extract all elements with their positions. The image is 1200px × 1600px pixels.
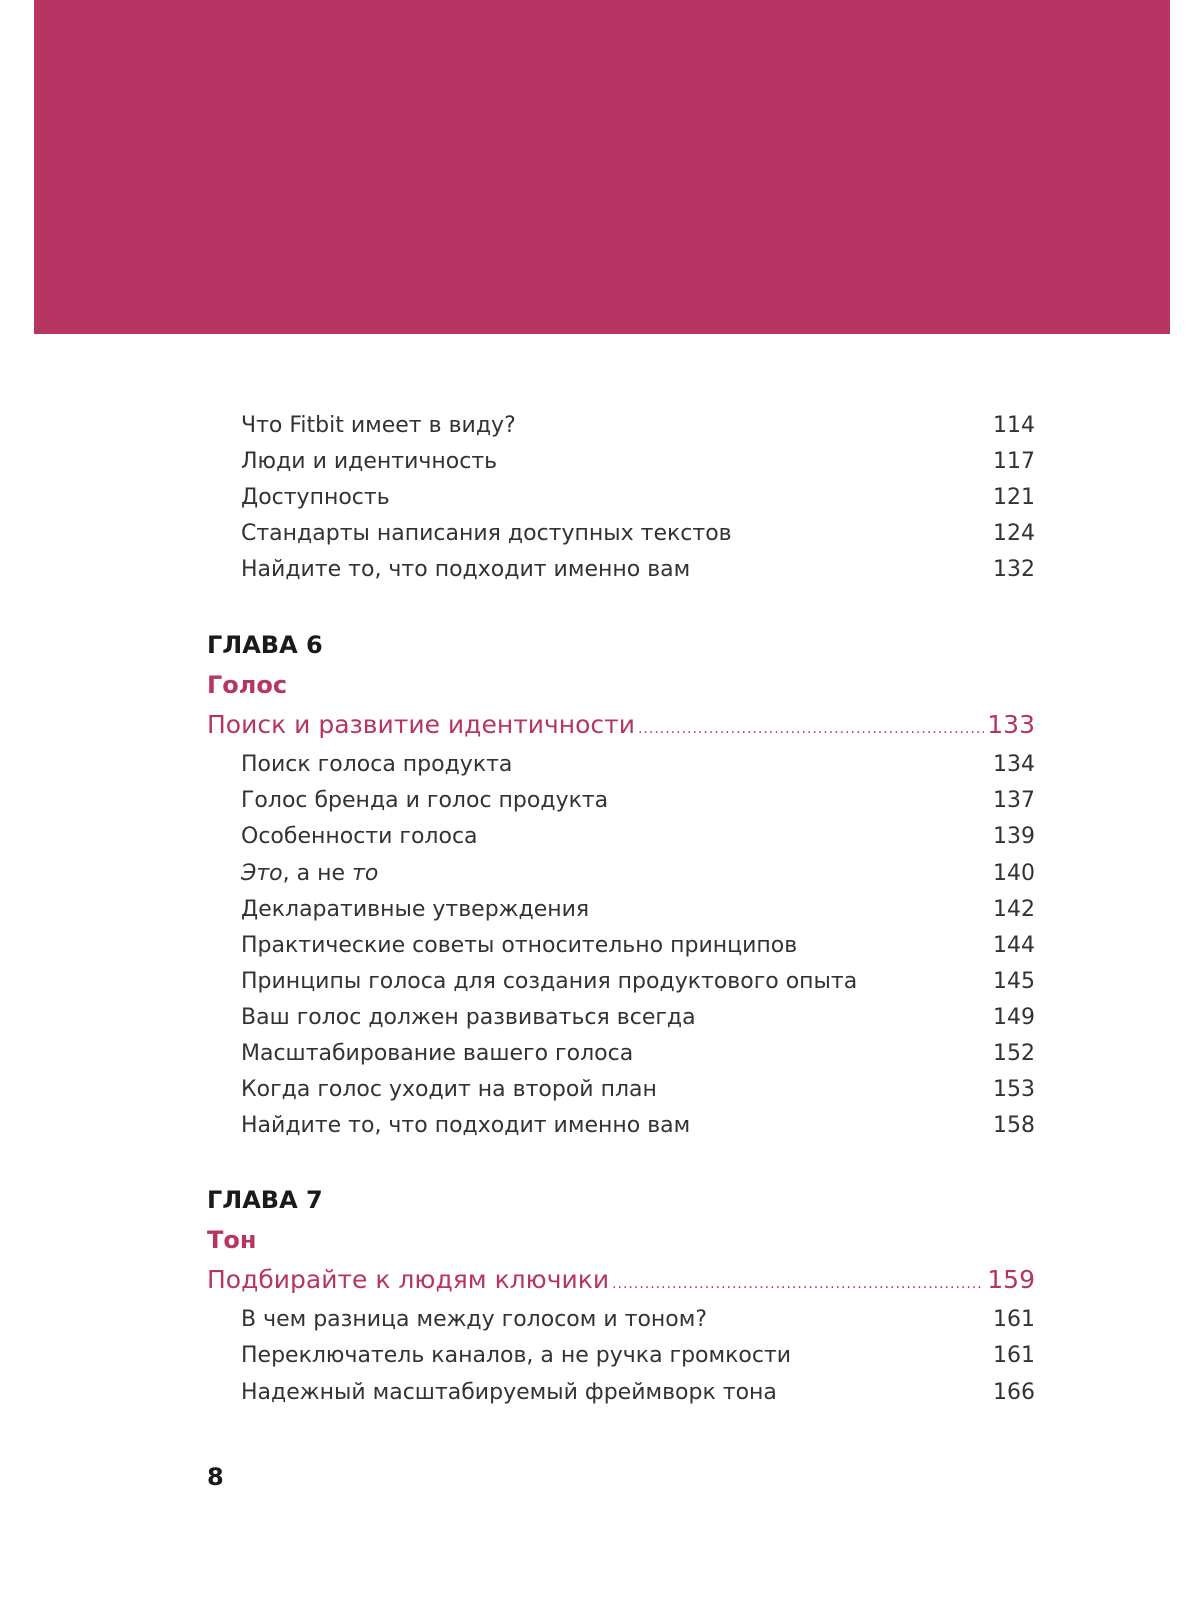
- toc-entry[interactable]: [241, 784, 1035, 818]
- toc-entry[interactable]: [241, 1109, 1035, 1143]
- toc-entry-page: 166: [993, 1380, 1035, 1405]
- header-banner: [34, 0, 1170, 334]
- toc-entry-title: Декларативные утверждения: [241, 897, 590, 922]
- toc-entry[interactable]: [241, 1339, 1035, 1373]
- toc-entry-title: Доступность: [241, 485, 390, 510]
- toc-entry-page: 152: [993, 1041, 1035, 1066]
- toc-entry-title: Ваш голос должен развиваться всегда: [241, 1005, 696, 1030]
- toc-entry-title: В чем разница между голосом и тоном?: [241, 1307, 708, 1332]
- chapter-6-label: ГЛАВА 6: [207, 631, 323, 659]
- toc-entry[interactable]: [241, 820, 1035, 854]
- toc-entry-title: Надежный масштабируемый фреймворк тона: [241, 1380, 777, 1405]
- chapter-7-subtitle[interactable]: [207, 1262, 1035, 1298]
- toc-entry[interactable]: [241, 1001, 1035, 1035]
- toc-entry-title: Поиск голоса продукта: [241, 752, 513, 777]
- toc-entry[interactable]: [241, 965, 1035, 999]
- toc-entry-page: 161: [993, 1307, 1035, 1332]
- toc-entry-title: Что Fitbit имеет в виду?: [241, 413, 516, 438]
- toc-entry-page: 158: [993, 1113, 1035, 1138]
- toc-entry-title: Принципы голоса для создания продуктового опыта: [241, 969, 858, 994]
- toc-entry[interactable]: [241, 445, 1035, 479]
- chapter-6-subtitle[interactable]: [207, 707, 1035, 743]
- toc-entry[interactable]: [241, 929, 1035, 963]
- toc-entry-page: 139: [993, 824, 1035, 849]
- toc-entry-page: 149: [993, 1005, 1035, 1030]
- toc-entry-title: Переключатель каналов, а не ручка громкости: [241, 1343, 792, 1368]
- chapter-6-title: Голос: [207, 671, 288, 699]
- toc-entry-title: [241, 857, 378, 891]
- toc-entry[interactable]: [241, 553, 1035, 587]
- toc-entry[interactable]: [241, 857, 1035, 891]
- dot-leader: [638, 711, 984, 747]
- toc-entry-page: 153: [993, 1077, 1035, 1102]
- page-number: 8: [207, 1463, 224, 1491]
- toc-entry[interactable]: [241, 1073, 1035, 1107]
- toc-entry-title: Когда голос уходит на второй план: [241, 1077, 657, 1102]
- toc-entry-page: 140: [993, 861, 1035, 886]
- chapter-7-title: Тон: [207, 1226, 257, 1254]
- toc-entry[interactable]: [241, 481, 1035, 515]
- toc-entry-page: 124: [993, 521, 1035, 546]
- toc-entry[interactable]: [241, 893, 1035, 927]
- chapter-7-subtitle-text: Подбирайте к людям ключики: [207, 1265, 610, 1294]
- toc-entry-title: Голос бренда и голос продукта: [241, 788, 609, 813]
- toc-entry[interactable]: [241, 748, 1035, 782]
- toc-entry-title: Практические советы относительно принципов: [241, 933, 798, 958]
- toc-entry-page: 145: [993, 969, 1035, 994]
- toc-entry-title: Особенности голоса: [241, 824, 478, 849]
- toc-entry-page: 144: [993, 933, 1035, 958]
- toc-entry-title: Масштабирование вашего голоса: [241, 1041, 634, 1066]
- chapter-7-subtitle-page: 159: [987, 1265, 1035, 1294]
- toc-entry-page: 117: [993, 449, 1035, 474]
- toc-entry-page: 132: [993, 557, 1035, 582]
- toc-entry[interactable]: [241, 1376, 1035, 1410]
- toc-entry-page: 137: [993, 788, 1035, 813]
- toc-entry-title: Люди и идентичность: [241, 449, 498, 474]
- chapter-6-subtitle-page: 133: [987, 710, 1035, 739]
- toc-entry-page: 161: [993, 1343, 1035, 1368]
- toc-entry-title: Стандарты написания доступных текстов: [241, 521, 732, 546]
- toc-entry-title-italic: то: [352, 861, 379, 886]
- chapter-7-label: ГЛАВА 7: [207, 1186, 323, 1214]
- toc-entry[interactable]: [241, 517, 1035, 551]
- toc-entry-page: 121: [993, 485, 1035, 510]
- toc-entry-page: 142: [993, 897, 1035, 922]
- toc-entry-page: 134: [993, 752, 1035, 777]
- toc-entry-title: Найдите то, что подходит именно вам: [241, 1113, 691, 1138]
- toc-entry-page: 114: [993, 413, 1035, 438]
- dot-leader: [612, 1266, 984, 1302]
- toc-entry[interactable]: [241, 409, 1035, 443]
- toc-entry-title: Найдите то, что подходит именно вам: [241, 557, 691, 582]
- toc-entry[interactable]: [241, 1303, 1035, 1337]
- toc-entry-title-mid: , а не: [282, 861, 353, 886]
- toc-entry-title-italic: Это: [241, 861, 283, 886]
- chapter-6-subtitle-text: Поиск и развитие идентичности: [207, 710, 635, 739]
- toc-entry[interactable]: [241, 1037, 1035, 1071]
